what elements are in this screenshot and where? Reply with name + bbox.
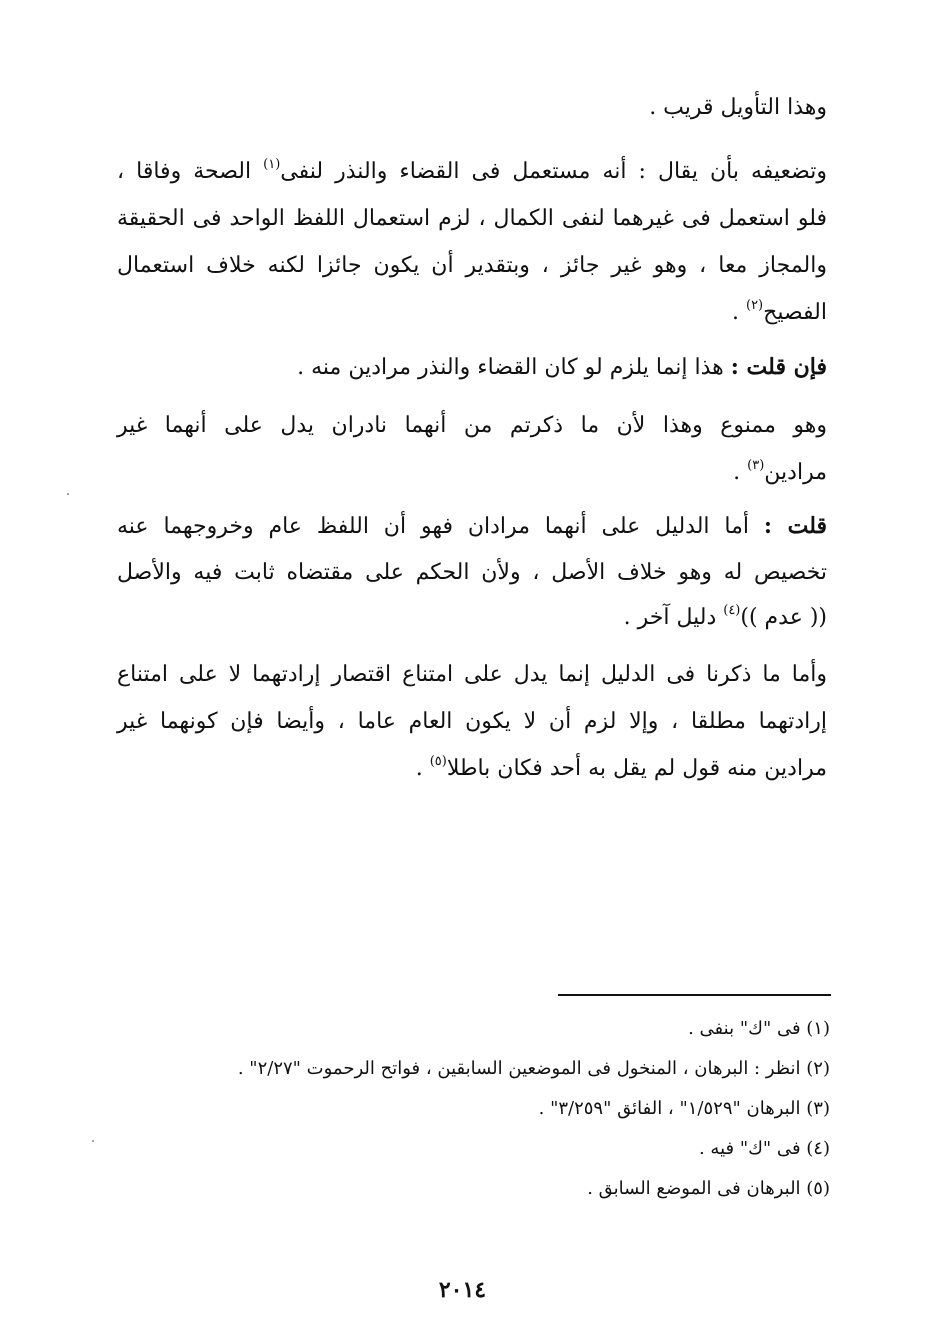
scan-speck — [92, 1140, 94, 1142]
paragraph-3-line-1 — [297, 352, 827, 383]
paragraph-5-line-1 — [117, 511, 827, 542]
paragraph-2-line-3: والمجاز معا ، وهو غير جائز ، وبتقدير أن يكون جائزا لكنه خلاف استعمال — [117, 253, 827, 278]
footnote-ref-1: (١) — [263, 157, 281, 172]
text-segment: أما الدليل على أنهما مرادان فهو أن اللفظ عام وخروجهما عنه — [117, 514, 764, 539]
text-segment: مرادين منه قول لم يقل به أحد فكان باطلا — [446, 756, 827, 781]
text-segment: مرادين — [764, 460, 827, 485]
paragraph-5-line-2: تخصيص له وهو خلاف الأصل ، ولأن الحكم على مقتضاه ثابت فيه والأصل — [117, 560, 827, 585]
text-segment: . — [731, 300, 746, 325]
objection-lead: فإن قلت : — [730, 354, 827, 380]
footnote-ref-3: (٣) — [747, 458, 765, 473]
text-segment: . — [733, 460, 748, 485]
footnote-ref-4: (٤) — [723, 603, 741, 618]
text-segment: (( عدم )) — [740, 605, 827, 630]
footnote-3: (٣) البرهان "١/٥٢٩" ، الفائق "٣/٢٥٩" . — [538, 1098, 830, 1119]
footnote-2: (٢) انظر : البرهان ، المنخول فى الموضعين السابقين ، فواتح الرحموت "٢/٢٧" . — [237, 1058, 830, 1079]
paragraph-5-line-3 — [624, 603, 827, 633]
paragraph-4-line-1: وهو ممنوع وهذا لأن ما ذكرتم من أنهما نادران يدل على أنهما غير — [117, 413, 827, 438]
paragraph-2-line-4 — [732, 298, 827, 328]
footnote-1: (١) فى "ك" بنفى . — [688, 1018, 830, 1039]
text-segment: . — [415, 756, 430, 781]
paragraph-4-line-2 — [733, 458, 827, 488]
footnote-ref-5: (٥) — [429, 754, 447, 769]
footnote-4: (٤) فى "ك" فيه . — [698, 1138, 830, 1159]
reply-lead: قلت : — [763, 513, 827, 539]
paragraph-6-line-1: وأما ما ذكرنا فى الدليل إنما يدل على امتناع اقتصار إرادتهما لا على امتناع — [117, 662, 827, 687]
paragraph-2-line-1 — [117, 157, 827, 187]
paragraph-2-line-2: فلو استعمل فى غيرهما لنفى الكمال ، لزم استعمال اللفظ الواحد فى الحقيقة — [117, 206, 827, 231]
text-segment: هذا إنما يلزم لو كان القضاء والنذر مرادين منه . — [297, 355, 731, 380]
paragraph-6-line-3 — [416, 754, 827, 784]
text-segment: وتضعيفه بأن يقال : أنه مستعمل فى القضاء والنذر لنفى — [280, 159, 827, 184]
text-segment: الصحة وفاقا ، — [117, 159, 264, 184]
paragraph-1-line-1: وهذا التأويل قريب . — [649, 95, 827, 120]
footnote-separator — [558, 994, 831, 996]
paragraph-6-line-2: إرادتهما مطلقا ، وإلا لزم أن لا يكون العام عاما ، وأيضا فإن كونهما غير — [117, 709, 827, 734]
text-segment: الفصيح — [763, 300, 827, 325]
footnote-ref-2: (٢) — [745, 298, 764, 313]
page-number: ٢٠١٤ — [438, 1277, 487, 1303]
footnote-5: (٥) البرهان فى الموضع السابق . — [587, 1178, 830, 1199]
scan-speck — [67, 493, 69, 495]
text-segment: دليل آخر . — [623, 605, 724, 630]
